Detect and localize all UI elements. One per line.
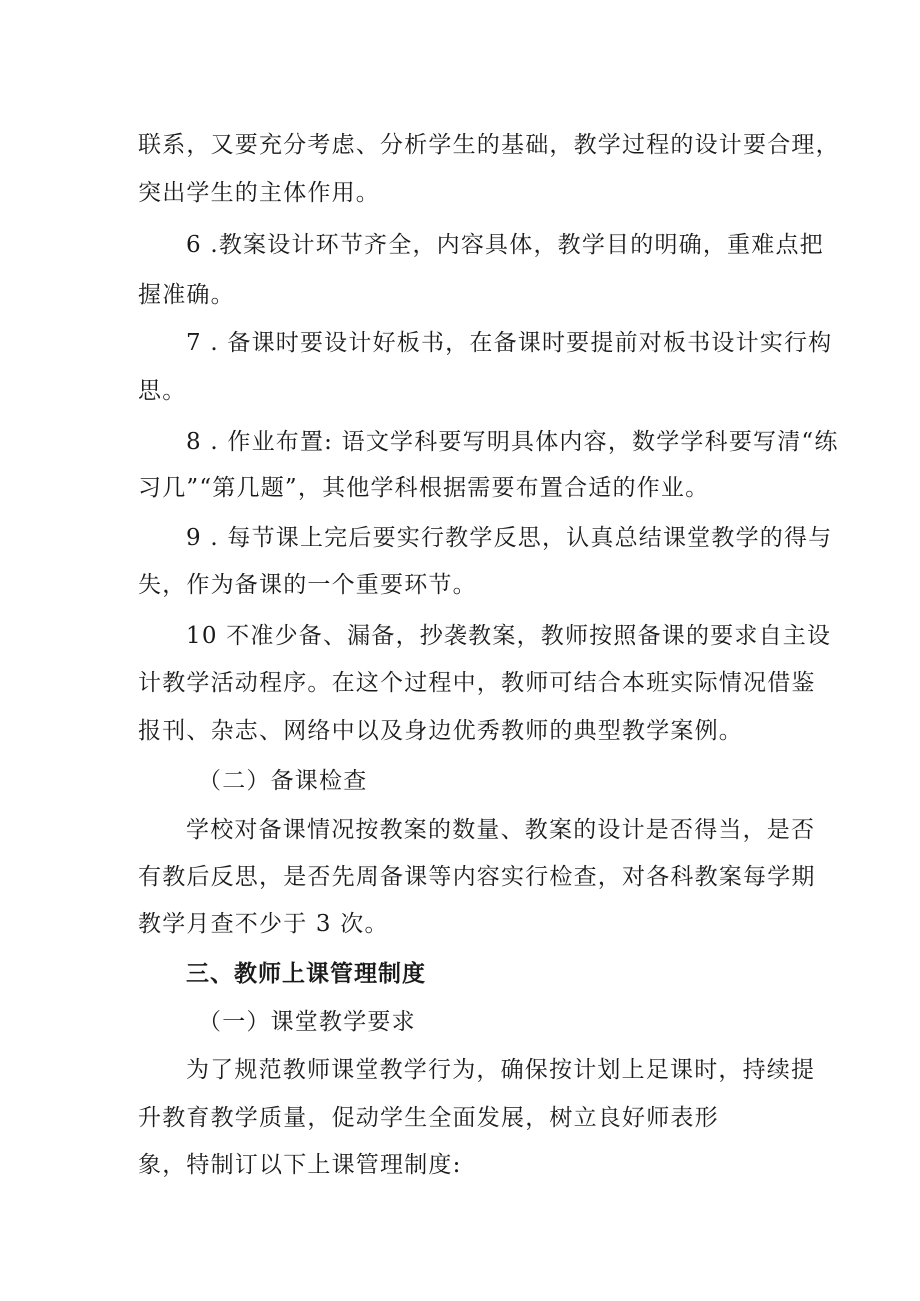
chapter-heading-class-management: 三、教师上课管理制度 — [186, 961, 426, 987]
text-line: 有教后反思，是否先周备课等内容实行检查，对各科教案每学期 — [138, 864, 816, 890]
text-line: 报刊、杂志、网络中以及身边优秀教师的典型教学案例。 — [138, 718, 743, 744]
list-item-9: 9 . 每节课上完后要实行教学反思，认真总结课堂教学的得与 — [186, 525, 833, 551]
list-item-10: 10 不准少备、漏备，抄袭教案，教师按照备课的要求自主设 — [186, 623, 832, 649]
text-line: 教学月查不少于 3 次。 — [138, 911, 389, 937]
list-item-6: 6 .教案设计环节齐全，内容具体，教学目的明确，重难点把 — [186, 232, 824, 258]
text-line: 习几”“第几题”，其他学科根据需要布置合适的作业。 — [138, 475, 710, 501]
text-line: 思。 — [138, 378, 187, 404]
paragraph: 学校对备课情况按教案的数量、教案的设计是否得当，是否 — [186, 817, 816, 843]
paragraph: 为了规范教师课堂教学行为，确保按计划上足课时，持续提 — [186, 1057, 816, 1083]
text-line: 计教学活动程序。在这个过程中，教师可结合本班实际情况借鉴 — [138, 670, 816, 696]
list-item-8: 8 . 作业布置: 语文学科要写明具体内容，数学学科要写清“练 — [186, 429, 839, 455]
text-line: 象，特制订以下上课管理制度: — [138, 1152, 462, 1178]
text-line: 握准确。 — [138, 282, 235, 308]
list-item-7: 7 . 备课时要设计好板书，在备课时要提前对板书设计实行构 — [186, 330, 833, 356]
text-line: 失，作为备课的一个重要环节。 — [138, 572, 477, 598]
text-line: 突出学生的主体作用。 — [138, 180, 380, 206]
section-heading-lesson-check: （二）备课检查 — [198, 768, 368, 794]
text-line: 升教育教学质量，促动学生全面发展，树立良好师表形 — [138, 1105, 719, 1131]
section-heading-classroom-requirements: （一）课堂教学要求 — [198, 1009, 416, 1035]
text-line: 联系，又要充分考虑、分析学生的基础，教学过程的设计要合理， — [138, 132, 840, 158]
